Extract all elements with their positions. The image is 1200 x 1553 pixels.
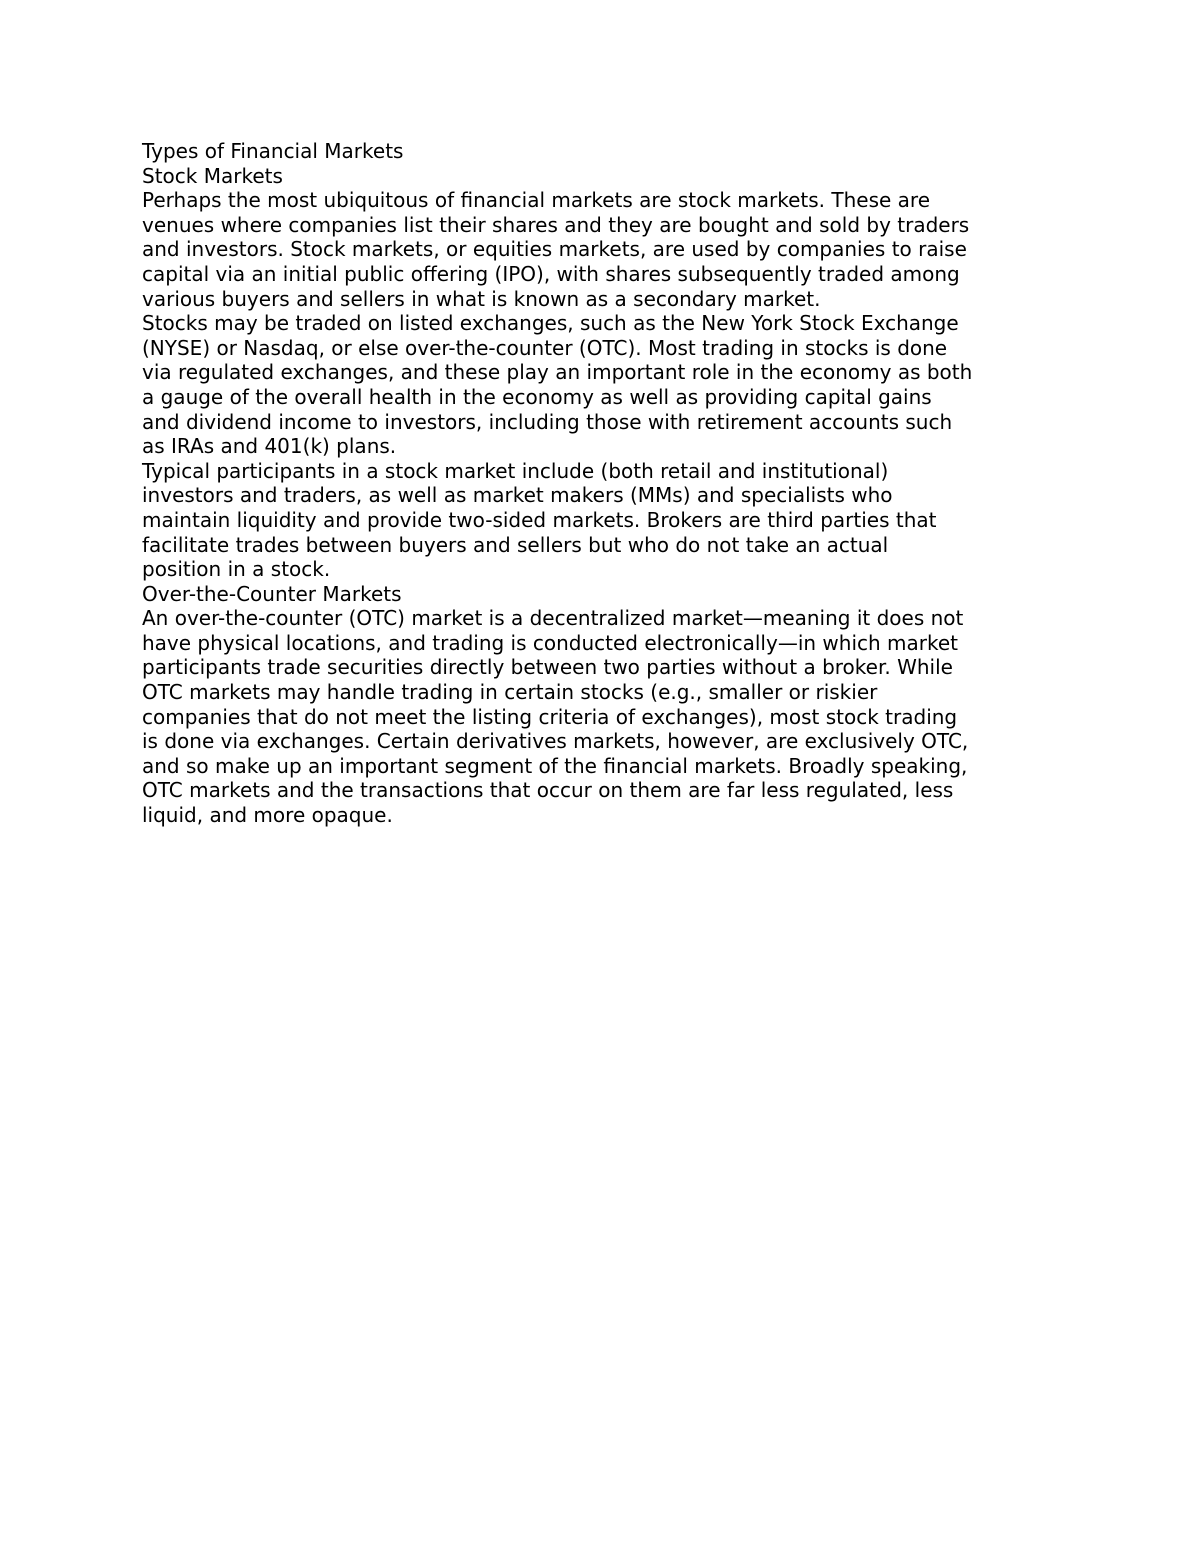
document-body [142, 139, 1072, 828]
section-heading-stock-markets: Stock Markets [142, 163, 283, 188]
paragraph-stock-exchanges: Stocks may be traded on listed exchanges, such as the New York Stock Exchange (NYSE) or Nasdaq, or else over-the-counter (OTC). Most trading in stocks is done via regulated exchanges, and these play an important role in the economy as both a gauge of the overall health in the economy as well as providing capital gains and dividend income to investors, including those with retirement accounts such as IRAs and 401(k) plans. [142, 311, 973, 459]
paragraph-otc-markets: An over-the-counter (OTC) market is a decentralized market—meaning it does not have physical locations, and trading is conducted electronically—in which market participants trade securities directly between two parties without a broker. While OTC markets may handle trading in certain stocks (e.g., smaller or riskier companies that do not meet the listing criteria of exchanges), most stock trading is done via exchanges. Certain derivatives markets, however, are exclusively OTC, and so make up an important segment of the financial markets. Broadly speaking, OTC markets and the transactions that occur on them are far less regulated, less liquid, and more opaque. [142, 606, 969, 828]
document-title: Types of Financial Markets [142, 139, 404, 163]
section-heading-otc-markets: Over-the-Counter Markets [142, 581, 402, 606]
paragraph-stock-participants: Typical participants in a stock market include (both retail and institutional) investors and traders, as well as market makers (MMs) and specialists who maintain liquidity and provide two-sided markets. Brokers are third parties that facilitate trades between buyers and sellers but who do not take an actual position in a stock. [142, 458, 937, 582]
paragraph-stock-markets-intro: Perhaps the most ubiquitous of financial markets are stock markets. These are venues where companies list their shares and they are bought and sold by traders and investors. Stock markets, or equities markets, are used by companies to raise capital via an initial public offering (IPO), with shares subsequently traded among various buyers and sellers in what is known as a secondary market. [142, 188, 970, 311]
